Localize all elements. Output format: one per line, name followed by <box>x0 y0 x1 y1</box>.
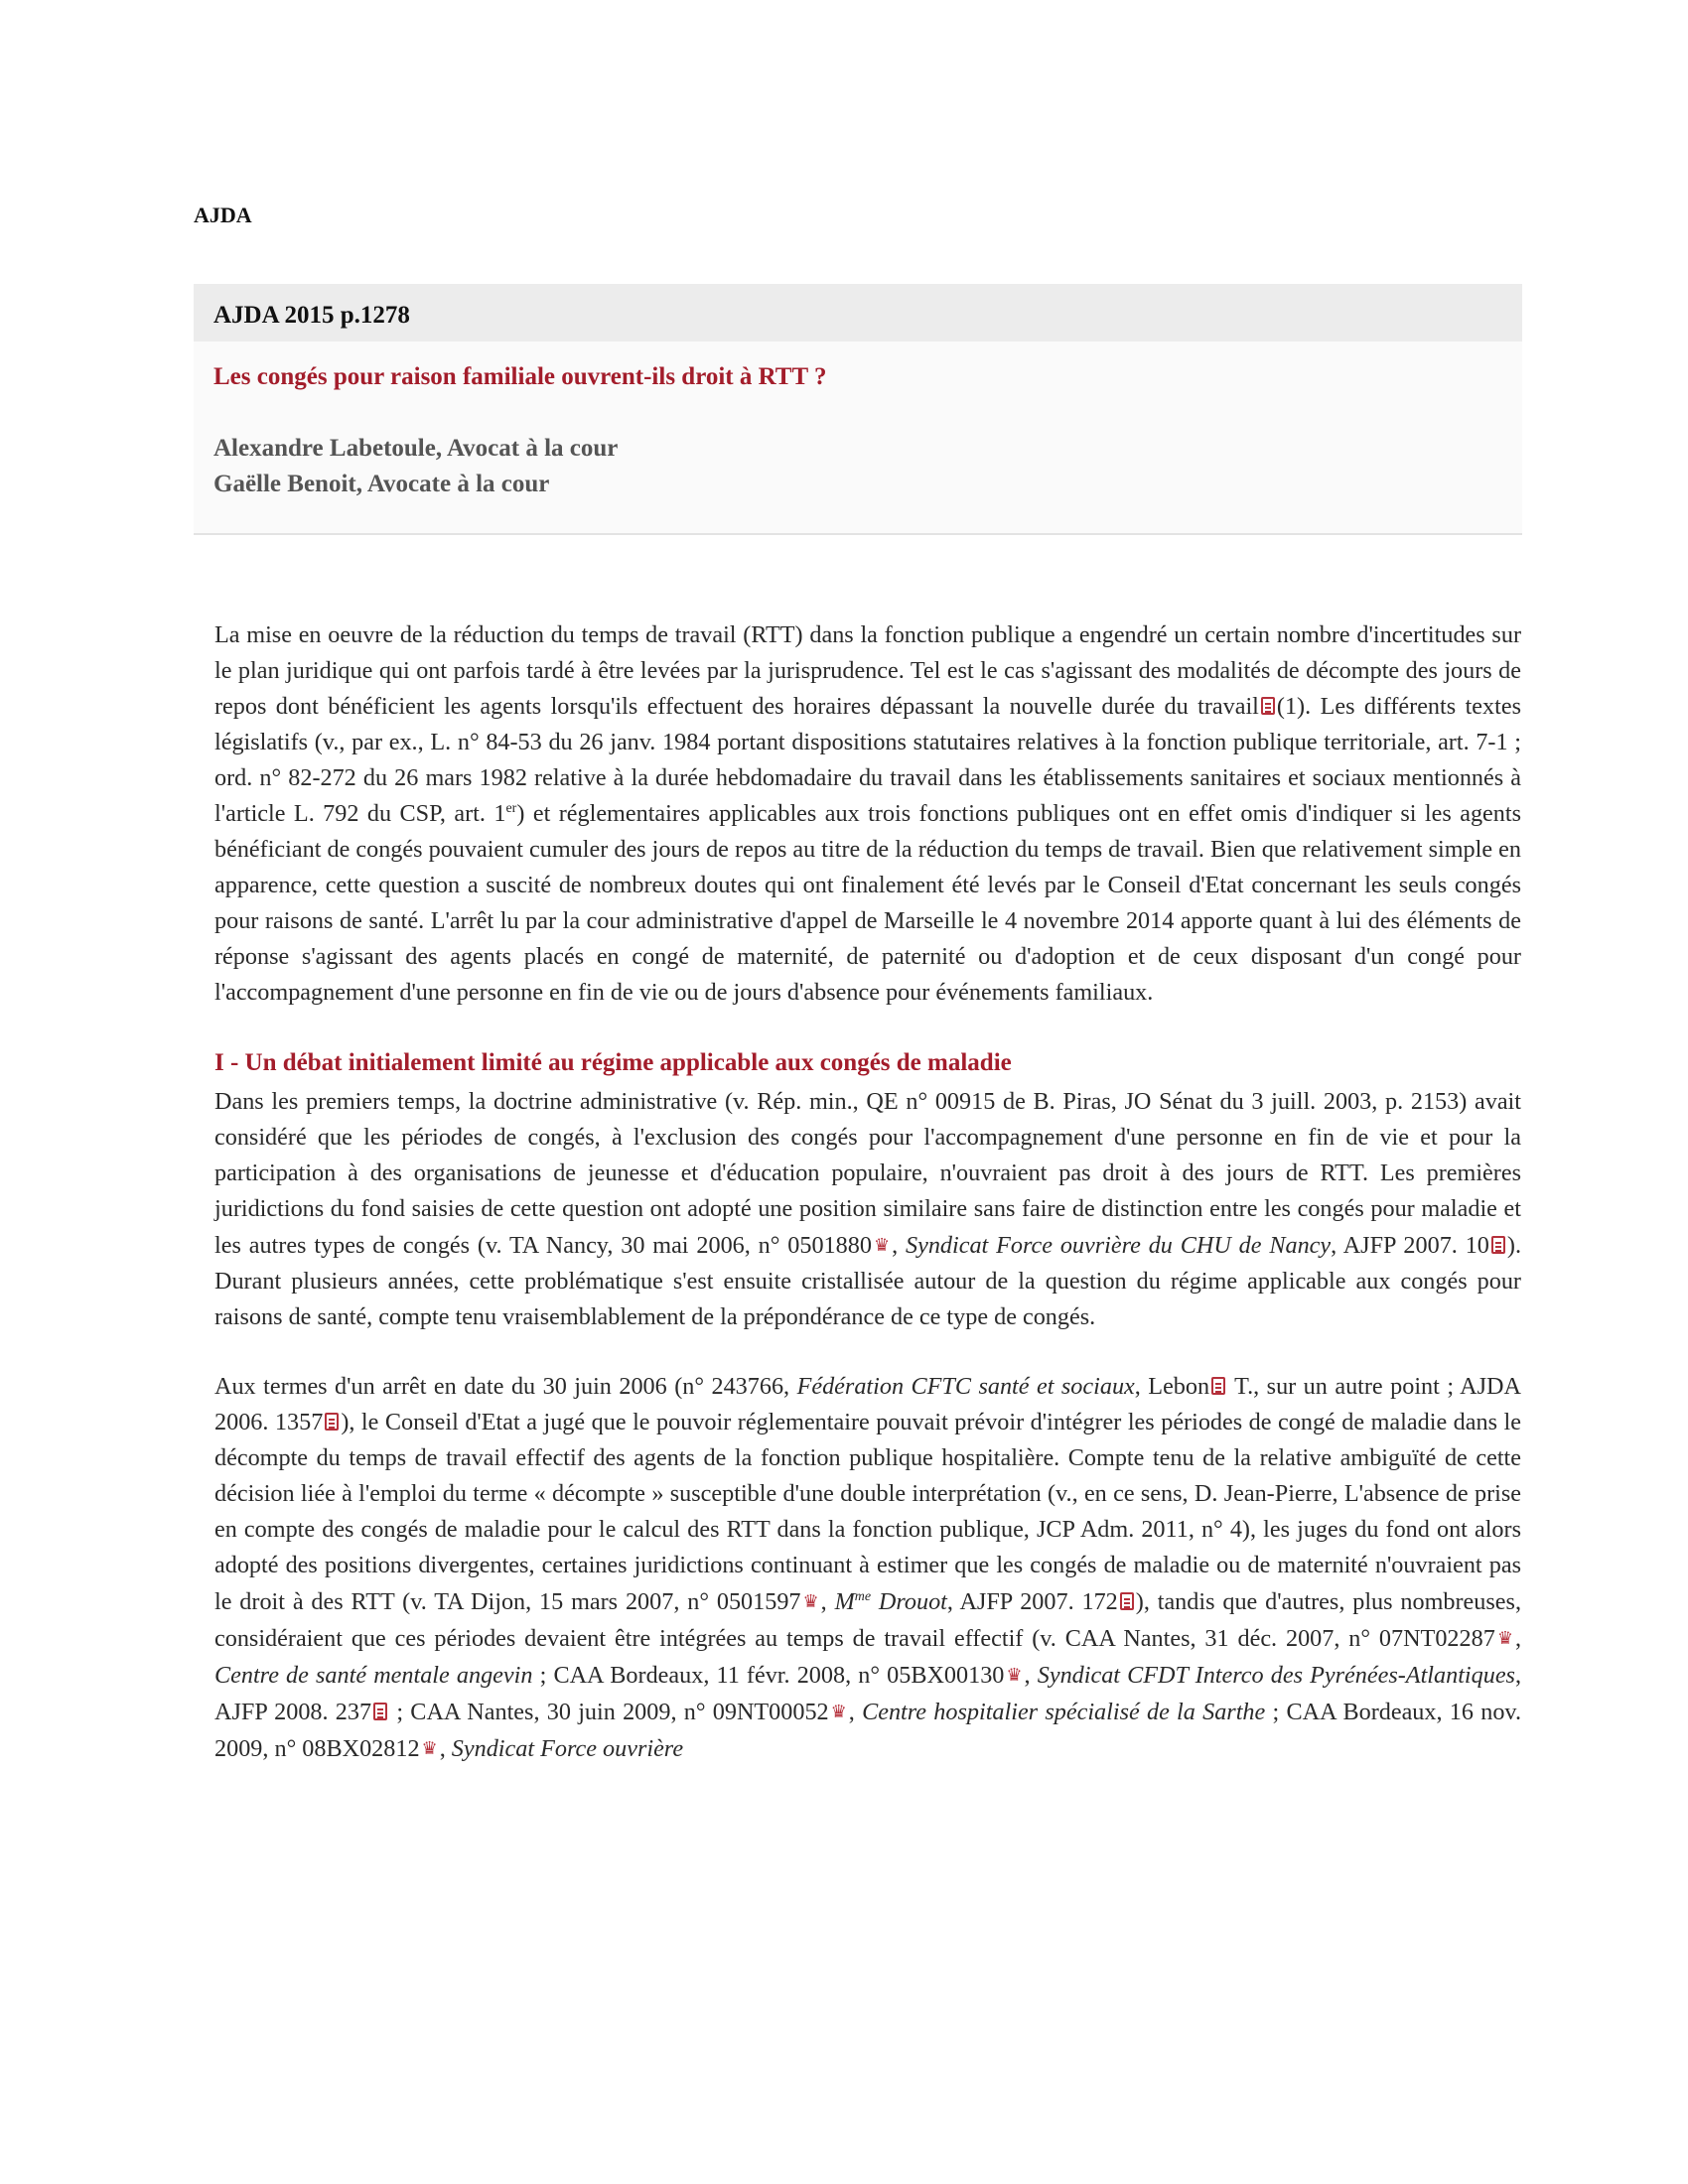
article-header <box>194 284 1522 535</box>
paragraph-2: Aux termes d'un arrêt en date du 30 juin 2006 (n° 243766, Fédération CFTC santé et sociaux, Lebon T., sur un autre point ; AJDA 2006. 1357 ), le Conseil d'Etat a jugé que le pouvoir réglementaire pouvait prévoir d'intégrer les périodes de congé de maladie dans le décompte du temps de travail effectif des agents de la fonction publique hospitalière. Compte tenu de la relative ambiguïté de cette décision liée à l'emploi du terme « décompte » susceptible d'une double interprétation (v., en ce sens, D. Jean-Pierre, L'absence de prise en compte des congés de maladie pour le calcul des RTT dans la fonction publique, JCP Adm. 2011, n° 4), les juges du fond ont alors adopté des positions divergentes, certaines juridictions continuant à estimer que les congés de maladie ou de maternité n'ouvraient pas le droit à des RTT (v. TA Dijon, 15 mars 2007, n° 0501597 ♛, $M^{me}$ Drouot, AJFP 2007. 172 ), tandis que d'autres, plus nombreuses, considéraient que ces périodes devaient être intégrées au temps de travail effectif (v. CAA Nantes, 31 déc. 2007, n° 07NT02287 ♛, Centre de santé mentale angevin ; CAA Bordeaux, 11 févr. 2008, n° 05BX00130 ♛, Syndicat CFDT Interco des Pyrénées-Atlantiques, AJFP 2008. 237 ; CAA Nantes, 30 juin 2009, n° 09NT00052 ♛, Centre hospitalier spécialisé de la Sarthe ; CAA Bordeaux, 16 nov. 2009, n° 08BX02812 ♛, Syndicat Force ouvrière <box>214 1369 1521 1767</box>
title-box <box>194 341 1522 535</box>
author-2: Gaëlle Benoit, Avocate à la cour <box>213 471 550 497</box>
note-icon[interactable] <box>1120 1592 1134 1610</box>
jurisprudence-icon[interactable]: ♛ <box>1496 1628 1513 1648</box>
intro-paragraph: La mise en oeuvre de la réduction du temps de travail (RTT) dans la fonction publique a engendré un certain nombre d'incertitudes sur le plan juridique qui ont parfois tardé à être levées par la jurisprudence. Tel est le cas s'agissant des modalités de décompte des jours de repos dont bénéficient les agents lorsqu'ils effectuent des horaires dépassant la nouvelle durée du travail (1). Les différents textes législatifs (v., par ex., L. n° 84-53 du 26 janv. 1984 portant dispositions statutaires relatives à la fonction publique territoriale, art. 7-1 ; ord. n° 82-272 du 26 mars 1982 relative à la durée hebdomadaire du travail dans les établissements sanitaires et sociaux mentionnés à l'article L. 792 du CSP, art. 1er) et réglementaires applicables aux trois fonctions publiques ont en effet omis d'indiquer si les agents bénéficiant de congés pouvaient cumuler des jours de repos au titre de la réduction du temps de travail. Bien que relativement simple en apparence, cette question a suscité de nombreux doutes qui ont finalement été levés par le Conseil d'Etat concernant les seuls congés pour raisons de santé. L'arrêt lu par la cour administrative d'appel de Marseille le 4 novembre 2014 apporte quant à lui des éléments de réponse s'agissant des agents placés en congé de maternité, de paternité ou d'adoption et de ceux disposant d'un congé pour l'accompagnement d'une personne en fin de vie ou de jours d'absence pour événements familiaux. <box>214 621 1521 1006</box>
jurisprudence-icon[interactable]: ♛ <box>802 1591 819 1611</box>
note-icon[interactable] <box>373 1703 387 1720</box>
article-body <box>214 617 1521 1767</box>
note-icon[interactable] <box>1211 1377 1225 1395</box>
jurisprudence-icon[interactable]: ♛ <box>830 1702 847 1721</box>
jurisprudence-icon[interactable]: ♛ <box>873 1235 891 1255</box>
note-icon[interactable] <box>325 1413 339 1431</box>
jurisprudence-icon[interactable]: ♛ <box>1006 1665 1023 1685</box>
journal-name: AJDA <box>194 203 252 227</box>
jurisprudence-icon[interactable]: ♛ <box>421 1738 438 1758</box>
article-reference: AJDA 2015 p.1278 <box>194 284 1522 341</box>
paragraph-1: Dans les premiers temps, la doctrine administrative (v. Rép. min., QE n° 00915 de B. Piras, JO Sénat du 3 juill. 2003, p. 2153) avait considéré que les périodes de congés, à l'exclusion des congés pour l'accompagnement d'une personne en fin de vie et pour la participation à des organisations de jeunesse et d'éducation populaire, n'ouvraient pas droit à des jours de RTT. Les premières juridictions du fond saisies de cette question ont adopté une position similaire sans faire de distinction entre les congés pour maladie et les autres types de congés (v. TA Nancy, 30 mai 2006, n° 0501880 ♛, Syndicat Force ouvrière du CHU de Nancy, AJFP 2007. 10 ). Durant plusieurs années, cette problématique s'est ensuite cristallisée autour de la question du régime applicable aux congés pour raisons de santé, compte tenu vraisemblablement de la prépondérance de ce type de congés. <box>214 1088 1522 1330</box>
note-icon[interactable] <box>1491 1236 1505 1254</box>
note-icon[interactable] <box>1261 697 1275 715</box>
article-title: Les congés pour raison familiale ouvrent-ils droit à RTT ? <box>213 363 827 390</box>
author-1: Alexandre Labetoule, Avocat à la cour <box>213 435 619 462</box>
section-heading: I - Un débat initialement limité au régime applicable aux congés de maladie <box>214 1049 1012 1076</box>
